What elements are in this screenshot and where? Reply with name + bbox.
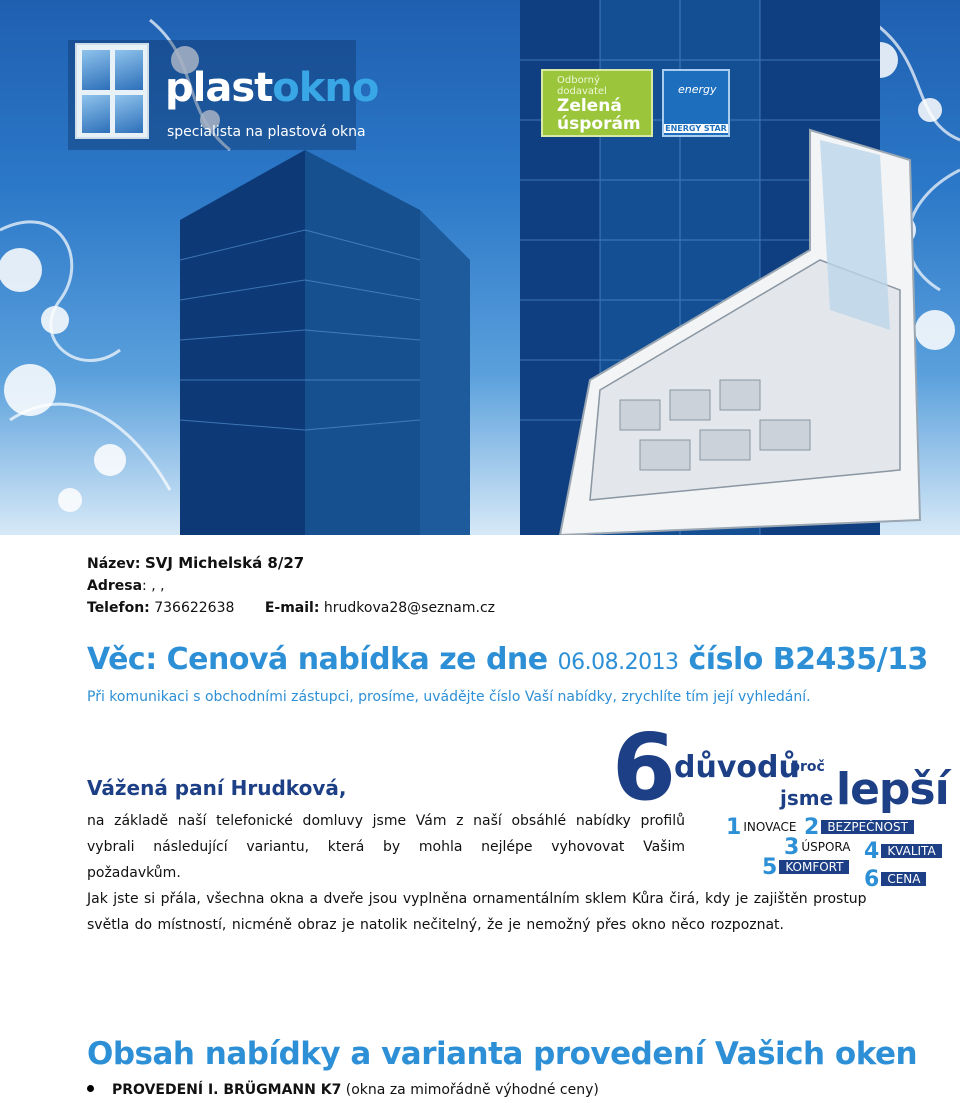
badge-zelena-line2: úsporám xyxy=(557,114,641,134)
address-value: : , , xyxy=(142,578,165,594)
contact-block xyxy=(87,552,495,619)
subject-date: 06.08.2013 xyxy=(557,650,679,675)
reason-item-6 xyxy=(864,867,926,892)
subject-heading xyxy=(87,642,928,677)
badge-zelena-small: Odborný dodavatel xyxy=(557,75,607,97)
reason-label: ÚSPORA xyxy=(801,840,851,854)
subject-note: Při komunikaci s obchodními zástupci, prosíme, uvádějte číslo Vaší nabídky, zrychlíte tím její vyhledání. xyxy=(87,689,811,705)
name-value: SVJ Michelská 8/27 xyxy=(145,554,305,572)
energy-star-label: ENERGY STAR xyxy=(665,124,727,133)
reasons-number: 6 xyxy=(612,714,677,821)
zelena-usporam-badge xyxy=(541,69,653,137)
reason-item-2 xyxy=(804,815,914,840)
reason-label: KOMFORT xyxy=(779,860,849,874)
contact-phone-row xyxy=(87,597,495,619)
contact-name-row xyxy=(87,552,495,575)
reason-num: 3 xyxy=(784,835,800,860)
logo-tagline: specialista na plastová okna xyxy=(167,124,366,140)
phone-label: Telefon: xyxy=(87,600,150,616)
salutation: Vážená paní Hrudková, xyxy=(87,776,347,800)
offer-item-label: PROVEDENÍ I. BRÜGMANN K7 xyxy=(112,1082,342,1098)
logo-brand-accent: okno xyxy=(272,65,379,111)
reason-label: KVALITA xyxy=(881,844,941,858)
reason-num: 2 xyxy=(804,815,820,840)
contact-address-row xyxy=(87,575,495,597)
reasons-jsme: jsme xyxy=(780,786,834,810)
letter-paragraph-2: Jak jste si přála, všechna okna a dveře jsou vyplněna ornamentálním sklem Kůra čirá, kdy je zajištěn prostup světla do místností, nicméně obraz je natolik nečitelný, že je nemožný přes okno něco rozpoznat. xyxy=(87,891,867,933)
address-label: Adresa xyxy=(87,578,143,594)
reason-item-4 xyxy=(864,839,942,864)
subject-prefix: Věc: Cenová nabídka ze dne xyxy=(87,642,548,677)
phone-value: 736622638 xyxy=(154,600,235,616)
reason-num: 5 xyxy=(762,855,778,880)
reason-item-5 xyxy=(762,855,849,880)
reason-num: 4 xyxy=(864,839,880,864)
subject-offer-number: číslo B2435/13 xyxy=(688,642,928,677)
offer-item-note: (okna za mimořádně výhodné ceny) xyxy=(345,1082,599,1098)
logo-brand-main: plast xyxy=(165,65,273,111)
reason-label: INOVACE xyxy=(743,820,797,834)
reason-item-1 xyxy=(726,815,797,840)
logo-window-icon xyxy=(75,43,149,139)
reasons-title: důvodů xyxy=(674,750,800,785)
offer-list-item xyxy=(87,1082,599,1098)
logo-brand xyxy=(165,65,379,111)
hero-banner xyxy=(0,0,960,535)
email-value: hrudkova28@seznam.cz xyxy=(323,600,495,616)
energy-star-logo: energy xyxy=(678,83,717,96)
reason-label: CENA xyxy=(881,872,926,886)
reason-item-3 xyxy=(784,835,851,860)
reasons-lepsi: lepší xyxy=(836,764,949,815)
reason-label: BEZPEČNOST xyxy=(821,820,914,834)
name-label: Název: xyxy=(87,556,141,572)
reasons-proc: proč xyxy=(790,759,825,775)
reason-num: 6 xyxy=(864,867,880,892)
bullet-icon xyxy=(87,1085,94,1092)
energy-star-badge xyxy=(662,69,730,137)
reason-num: 1 xyxy=(726,815,742,840)
offer-heading: Obsah nabídky a varianta provedení Vašich oken xyxy=(87,1036,918,1072)
badge-zelena-line1: Zelená xyxy=(557,96,622,116)
letter-paragraph-1: na základě naší telefonické domluvy jsme Vám z naší obsáhlé nabídky profilů vybrali následující variantu, která by mohla nejlépe vyhovovat Vašim požadavkům. xyxy=(87,813,685,881)
email-label: E-mail: xyxy=(264,600,320,616)
